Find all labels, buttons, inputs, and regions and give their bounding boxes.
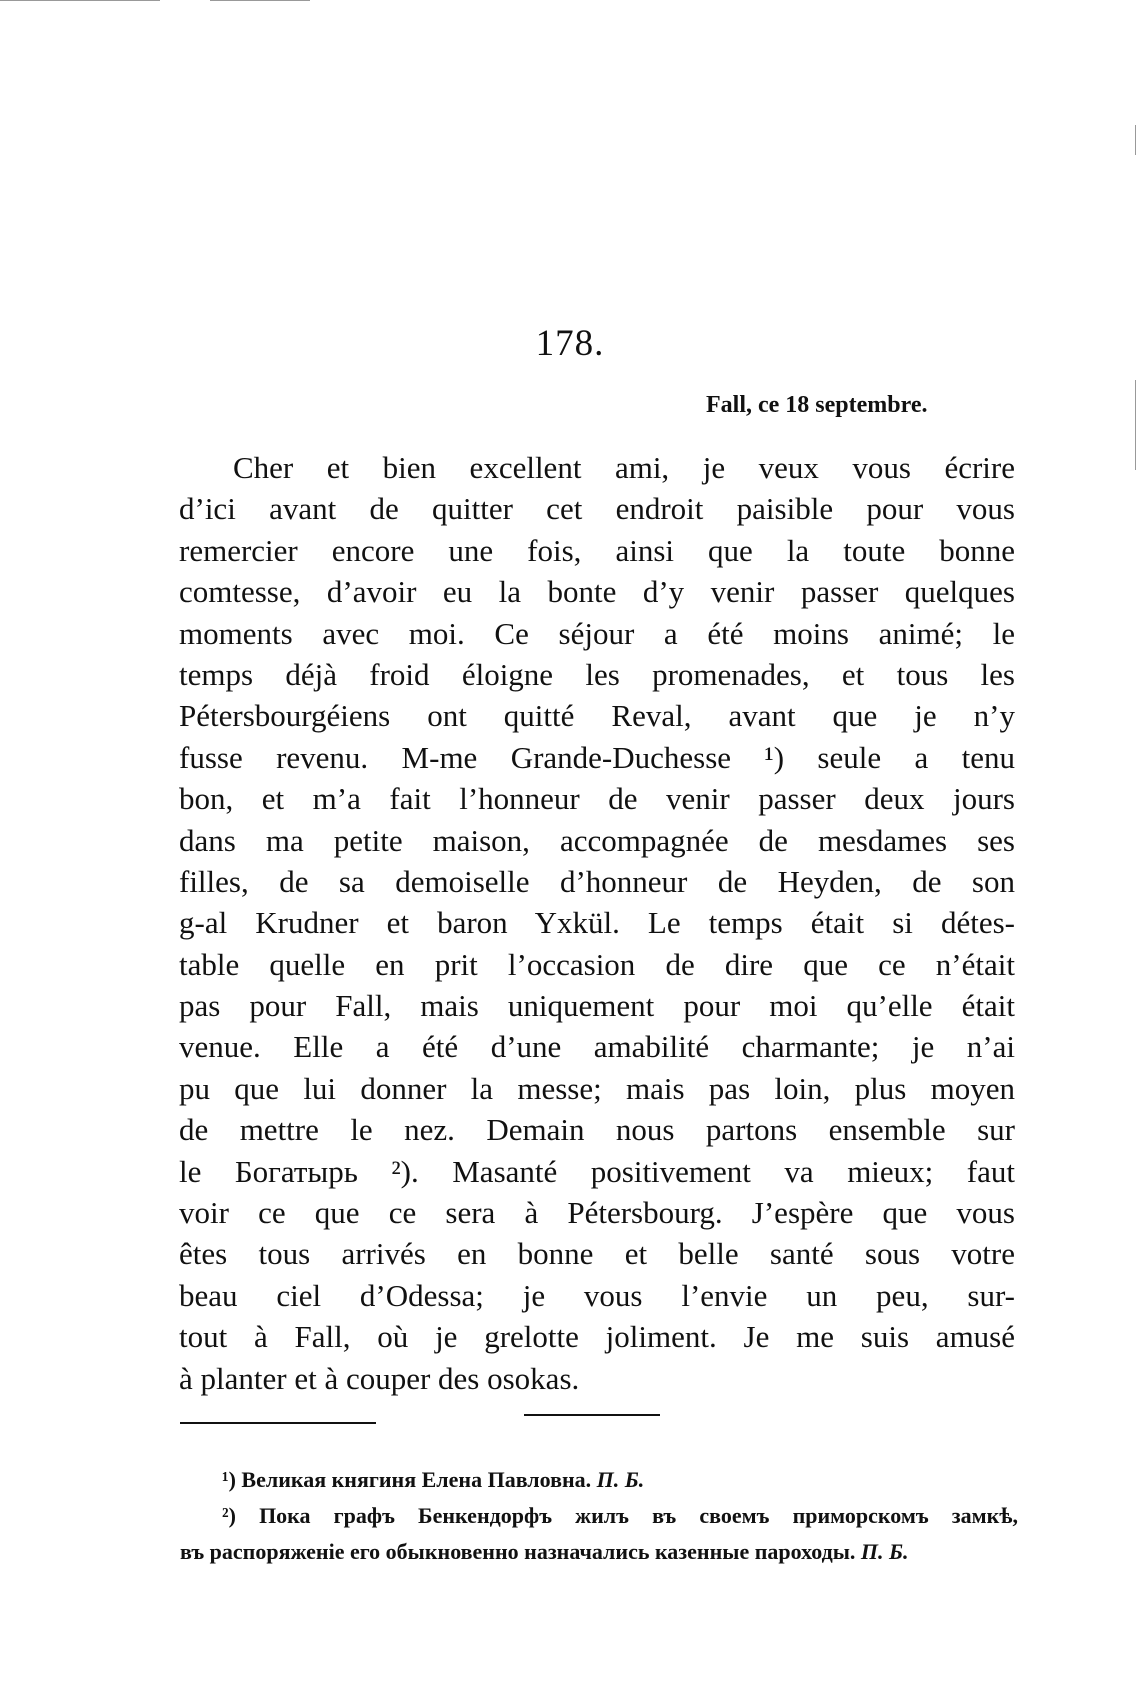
footnote-marker: ¹) (222, 1467, 236, 1492)
footnote-2-continuation (180, 1534, 1018, 1570)
footnote-text: въ распоряженіе его обыкновенно назначались казенные пароходы. (180, 1539, 856, 1564)
footnote-marker: ²) (222, 1503, 236, 1528)
body-line: moments avec moi. Ce séjour a été moins animé; le (179, 615, 1015, 651)
body-line: venue. Elle a été d’une amabilité charmante; je n’ai (179, 1029, 1015, 1065)
body-line: beau ciel d’Odessa; je vous l’envie un peu, sur- (179, 1277, 1015, 1313)
section-divider (524, 1414, 660, 1416)
page-number: 178. (535, 323, 605, 364)
footnote-2 (180, 1498, 1018, 1534)
body-line: le Богатырь ²). Masanté positivement va mieux; faut (179, 1153, 1015, 1189)
body-line: pu que lui donner la messe; mais pas loin, plus moyen (179, 1070, 1015, 1106)
body-line: bon, et m’a fait l’honneur de venir passer deux jours (179, 781, 1015, 817)
footnote-text: Великая княгиня Елена Павловна. (241, 1467, 592, 1492)
footnote-text: Пока графъ Бенкендорфъ жилъ въ своемъ приморскомъ замкѣ, (259, 1503, 1018, 1528)
body-line: dans ma petite maison, accompagnée de mesdames ses (179, 822, 1015, 858)
body-line: tout à Fall, où je grelotte joliment. Je me suis amusé (179, 1319, 1015, 1355)
body-line: filles, de sa demoiselle d’honneur de Heyden, de son (179, 863, 1015, 899)
scan-edge-mark (1135, 125, 1136, 155)
scan-edge-mark (1135, 380, 1136, 470)
body-line: de mettre le nez. Demain nous partons ensemble sur (179, 1112, 1015, 1148)
footnote-signature: П. Б. (596, 1467, 645, 1492)
letter-body (179, 447, 1015, 1399)
footnote-divider (180, 1422, 376, 1424)
scan-edge-mark (210, 0, 310, 1)
body-line: temps déjà froid éloigne les promenades, et tous les (179, 656, 1015, 692)
body-line: pas pour Fall, mais uniquement pour moi qu’elle était (179, 988, 1015, 1024)
body-line: Pétersbourgéiens ont quitté Reval, avant que je n’y (179, 698, 1015, 734)
body-line: comtesse, d’avoir eu la bonte d’y venir passer quelques (179, 574, 1015, 610)
body-line: table quelle en prit l’occasion de dire que ce n’était (179, 946, 1015, 982)
body-line: êtes tous arrivés en bonne et belle santé sous votre (179, 1236, 1015, 1272)
footnote-signature: П. Б. (860, 1539, 909, 1564)
body-line: g-al Krudner et baron Yxkül. Le temps était si détes- (179, 905, 1015, 941)
footnote-1 (180, 1462, 1018, 1498)
body-line: à planter et à couper des osokas. (179, 1360, 580, 1396)
scan-edge-mark (0, 0, 160, 1)
body-line: voir ce que ce sera à Pétersbourg. J’espère que vous (179, 1195, 1015, 1231)
body-line: remercier encore une fois, ainsi que la toute bonne (179, 532, 1015, 568)
body-line: Cher et bien excellent ami, je veux vous écrire (233, 450, 1015, 485)
body-line: fusse revenu. M-me Grande-Duchesse ¹) seule a tenu (179, 739, 1015, 775)
footnotes (180, 1462, 1018, 1570)
letter-dateline: Fall, ce 18 septembre. (706, 392, 928, 418)
body-line: d’ici avant de quitter cet endroit paisible pour vous (179, 491, 1015, 527)
